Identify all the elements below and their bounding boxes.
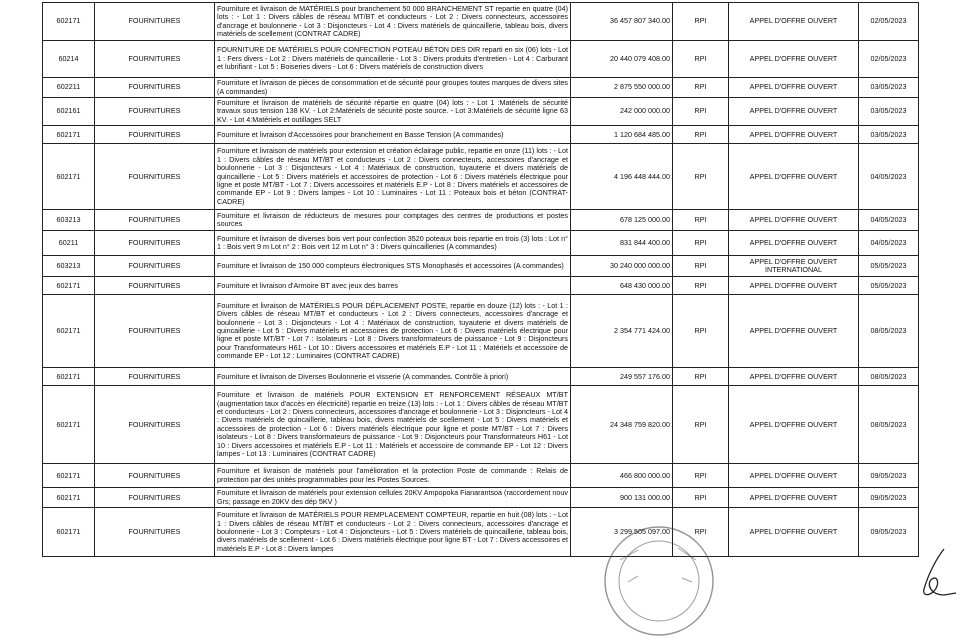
- cell-mode: APPEL D'OFFRE OUVERT: [729, 488, 859, 508]
- cell-source: RPI: [673, 210, 729, 231]
- table-row: [43, 210, 919, 231]
- cell-date: 08/05/2023: [859, 368, 919, 386]
- cell-date: 02/05/2023: [859, 3, 919, 41]
- cell-source: RPI: [673, 488, 729, 508]
- cell-source: RPI: [673, 144, 729, 210]
- cell-mode: APPEL D'OFFRE OUVERT: [729, 126, 859, 144]
- cell-category: FOURNITURES: [95, 126, 215, 144]
- cell-date: 05/05/2023: [859, 277, 919, 295]
- cell-category: FOURNITURES: [95, 256, 215, 277]
- cell-date: 03/05/2023: [859, 78, 919, 98]
- cell-date: 04/05/2023: [859, 231, 919, 256]
- procurement-table: [42, 2, 919, 557]
- cell-description: Fourniture et livraison de matériels pour extension cellules 20KV Ampopoka Fianarantsoa (raccordement nouv Grs; passage en 20KV des dép 5KV ): [215, 488, 571, 508]
- cell-code: 603213: [43, 210, 95, 231]
- cell-source: RPI: [673, 98, 729, 126]
- table-row: [43, 386, 919, 464]
- cell-mode: APPEL D'OFFRE OUVERT: [729, 231, 859, 256]
- cell-code: 602161: [43, 98, 95, 126]
- cell-code: 602171: [43, 277, 95, 295]
- cell-description: Fourniture et livraison de pièces de consommation et de sécurité pour groupes toutes marques de divers sites (A commandes): [215, 78, 571, 98]
- table-row: [43, 78, 919, 98]
- cell-description: Fourniture et livraison de réducteurs de mesures pour comptages des centres de productions et postes sources: [215, 210, 571, 231]
- cell-amount: 30 240 000 000.00: [571, 256, 673, 277]
- cell-amount: 831 844 400.00: [571, 231, 673, 256]
- cell-date: 09/05/2023: [859, 488, 919, 508]
- cell-code: 602171: [43, 126, 95, 144]
- cell-source: RPI: [673, 126, 729, 144]
- cell-code: 602171: [43, 368, 95, 386]
- cell-description: Fourniture et livraison de matériels POUR EXTENSION ET RENFORCEMENT RÉSEAUX MT/BT (augmentation taux d'accès en électricité) repartie en treize (13) lots : - Lot 1 : Divers câbles de réseau MT/BT et conducteurs - Lot 2 : Divers connecteurs, accessoires d'ancrage et boulonnerie - Lot 3 : Disjoncteurs - Lot 4 : Divers matériels de quincaillerie, tableau bois, divers matériels de scellement - Lot 5 : Divers matériels et accessoires de protection - Lot 6 : Divers matériels électrique pour ligne et poste MT/BT - Lot 7 : Divers isolateurs - Lot 8 : Divers transformateurs de puissance - Lot 9 : Disjoncteurs pour Transformateurs H61 - Lot 10 : Divers accessoires et matériels E.P - Lot 11 : Matériels et accessoire de commande EP - Lot 12 : Divers lampes - Lot 13 : Luminaires (CONTRAT CADRE): [215, 386, 571, 464]
- cell-description: Fourniture et livraison de diverses bois vert pour confection 3520 poteaux bois repartie en trois (3) lots : Lot n° 1 : Bois vert 9 m Lot n° 2 : Bois vert 12 m Lot n° 3 : Divers quincailleries (A commandes): [215, 231, 571, 256]
- cell-code: 603213: [43, 256, 95, 277]
- cell-source: RPI: [673, 277, 729, 295]
- cell-category: FOURNITURES: [95, 3, 215, 41]
- cell-category: FOURNITURES: [95, 78, 215, 98]
- cell-date: 09/05/2023: [859, 508, 919, 557]
- cell-source: RPI: [673, 256, 729, 277]
- table-row: [43, 295, 919, 368]
- cell-description: Fourniture et livraison d'Armoire BT avec jeux des barres: [215, 277, 571, 295]
- cell-category: FOURNITURES: [95, 277, 215, 295]
- table-body: [43, 3, 919, 557]
- cell-code: 602171: [43, 464, 95, 488]
- table-row: [43, 368, 919, 386]
- table-row: [43, 98, 919, 126]
- cell-source: RPI: [673, 3, 729, 41]
- cell-description: Fourniture et livraison de MATÉRIELS POUR REMPLACEMENT COMPTEUR, repartie en huit (08) lots : - Lot 1 : Divers câbles de réseau MT/BT et conducteurs - Lot 2 : Divers connecteurs, accessoires d'ancrage et boulonnerie - Lot 3 : Compteurs - Lot 4 : Disjoncteurs - Lot 5 : Divers matériels de quincaillerie, tableau bois, divers matériels de scellement - Lot 6 : Divers matériels électrique pour ligne BT - Lot 7 : Divers accessoires et matériels E.P - Lot 8 : Divers lampes: [215, 508, 571, 557]
- cell-description: Fourniture et livraison de matériels pour extension et création éclairage public, repartie en onze (11) lots : - Lot 1 : Divers câbles de réseau MT/BT et conducteurs - Lot 2 : Divers connecteurs, accessoires d'ancrage et boulonnerie - Lot 3 : Disjoncteurs - Lot 4 : Matériaux de construction, tuyauterie et divers matériels de quincaillerie - Lot 5 : Divers matériels et accessoires de protection - Lot 6 : Divers matériels électrique pour ligne et poste MT/BT - Lot 7 : Divers accessoires et matériels E.P - Lot 8 : Divers matériels et accessoires de commande EP - Lot 9 : Divers lampes - Lot 10 : Luminaires - Lot 11 : Poteaux bois et béton (CONTRAT-CADRE): [215, 144, 571, 210]
- cell-description: Fourniture et livraison de 150 000 compteurs électroniques STS Monophasés et accessoires (A commandes): [215, 256, 571, 277]
- table-row: [43, 126, 919, 144]
- cell-amount: 900 131 000.00: [571, 488, 673, 508]
- cell-date: 02/05/2023: [859, 41, 919, 78]
- cell-mode: APPEL D'OFFRE OUVERT: [729, 508, 859, 557]
- cell-mode: APPEL D'OFFRE OUVERT: [729, 295, 859, 368]
- cell-date: 08/05/2023: [859, 386, 919, 464]
- cell-amount: 678 125 000.00: [571, 210, 673, 231]
- cell-amount: 20 440 079 408.00: [571, 41, 673, 78]
- table-row: [43, 464, 919, 488]
- cell-amount: 466 800 000.00: [571, 464, 673, 488]
- cell-mode: APPEL D'OFFRE OUVERT: [729, 3, 859, 41]
- cell-category: FOURNITURES: [95, 295, 215, 368]
- cell-code: 602171: [43, 3, 95, 41]
- cell-date: 03/05/2023: [859, 98, 919, 126]
- cell-amount: 3 299 505 097.00: [571, 508, 673, 557]
- cell-category: FOURNITURES: [95, 210, 215, 231]
- cell-description: Fourniture et livraison de matériels de sécurité répartie en quatre (04) lots : - Lot 1 :Matériels de sécurité travaux sous tension 138 KV. - Lot 2:Matériels de sécurité poste source. - Lot 3:Matériels de sécurité ligne 63 KV. - Lot 4:Matériels et outillages SELT: [215, 98, 571, 126]
- table-row: [43, 231, 919, 256]
- cell-date: 09/05/2023: [859, 464, 919, 488]
- cell-category: FOURNITURES: [95, 231, 215, 256]
- cell-source: RPI: [673, 464, 729, 488]
- cell-category: FOURNITURES: [95, 464, 215, 488]
- cell-mode: APPEL D'OFFRE OUVERT: [729, 41, 859, 78]
- cell-description: Fourniture et livraison de Diverses Boulonnerie et visserie (A commandes. Contrôle à priori): [215, 368, 571, 386]
- cell-date: 08/05/2023: [859, 295, 919, 368]
- cell-source: RPI: [673, 295, 729, 368]
- cell-amount: 36 457 807 340.00: [571, 3, 673, 41]
- cell-category: FOURNITURES: [95, 488, 215, 508]
- cell-mode: APPEL D'OFFRE OUVERT: [729, 464, 859, 488]
- table-row: [43, 277, 919, 295]
- cell-mode: APPEL D'OFFRE OUVERT: [729, 277, 859, 295]
- cell-source: RPI: [673, 41, 729, 78]
- table-row: [43, 488, 919, 508]
- cell-amount: 1 120 684 485.00: [571, 126, 673, 144]
- table-row: [43, 256, 919, 277]
- cell-category: FOURNITURES: [95, 98, 215, 126]
- cell-description: Fourniture et livraison de MATÉRIELS pour branchement 50 000 BRANCHEMENT ST repartie en quatre (04) lots : - Lot 1 : Divers câbles de réseau MT/BT et conducteurs - Lot 2 : Divers connecteurs, accessoires d'ancrage et boulonnerie - Lot 3 : Disjoncteurs - Lot 4 : Divers matériels de quincaillerie, tableau bois, divers matériels de scellement (CONTRAT CADRE): [215, 3, 571, 41]
- cell-code: 60211: [43, 231, 95, 256]
- cell-amount: 2 875 550 000.00: [571, 78, 673, 98]
- cell-category: FOURNITURES: [95, 41, 215, 78]
- cell-code: 602171: [43, 488, 95, 508]
- cell-date: 05/05/2023: [859, 256, 919, 277]
- cell-category: FOURNITURES: [95, 508, 215, 557]
- cell-description: Fourniture et livraison de matériels pour l'amélioration et la protection Poste de commande : Relais de protection par des unités programmables pour les Postes Sources.: [215, 464, 571, 488]
- cell-date: 03/05/2023: [859, 126, 919, 144]
- cell-mode: APPEL D'OFFRE OUVERT INTERNATIONAL: [729, 256, 859, 277]
- cell-date: 04/05/2023: [859, 144, 919, 210]
- table-row: [43, 144, 919, 210]
- cell-source: RPI: [673, 368, 729, 386]
- cell-code: 60214: [43, 41, 95, 78]
- cell-category: FOURNITURES: [95, 368, 215, 386]
- cell-amount: 4 196 448 444.00: [571, 144, 673, 210]
- cell-amount: 2 354 771 424.00: [571, 295, 673, 368]
- cell-amount: 24 348 759 820.00: [571, 386, 673, 464]
- cell-source: RPI: [673, 508, 729, 557]
- cell-code: 602171: [43, 386, 95, 464]
- table-row: [43, 3, 919, 41]
- cell-source: RPI: [673, 231, 729, 256]
- cell-code: 602171: [43, 508, 95, 557]
- cell-code: 602211: [43, 78, 95, 98]
- cell-mode: APPEL D'OFFRE OUVERT: [729, 386, 859, 464]
- cell-mode: APPEL D'OFFRE OUVERT: [729, 368, 859, 386]
- cell-date: 04/05/2023: [859, 210, 919, 231]
- cell-description: FOURNITURE DE MATÉRIELS POUR CONFECTION POTEAU BÉTON DES DIR reparti en six (06) lots - Lot 1 : Fers divers - Lot 2 : Divers matériels de quincaillerie - Lot 3 : Divers produits d'entretien - Lot 4 : Carburant et lubrifiant - Lot 5 : Boiseries divers - Lot 6 : Divers matériels de construction divers: [215, 41, 571, 78]
- table-row: [43, 41, 919, 78]
- cell-code: 602171: [43, 144, 95, 210]
- cell-category: FOURNITURES: [95, 386, 215, 464]
- cell-mode: APPEL D'OFFRE OUVERT: [729, 144, 859, 210]
- cell-amount: 249 557 176.00: [571, 368, 673, 386]
- cell-mode: APPEL D'OFFRE OUVERT: [729, 78, 859, 98]
- cell-mode: APPEL D'OFFRE OUVERT: [729, 210, 859, 231]
- cell-amount: 648 430 000.00: [571, 277, 673, 295]
- cell-mode: APPEL D'OFFRE OUVERT: [729, 98, 859, 126]
- cell-category: FOURNITURES: [95, 144, 215, 210]
- cell-code: 602171: [43, 295, 95, 368]
- cell-description: Fourniture et livraison d'Accessoires pour branchement en Basse Tension (A commandes): [215, 126, 571, 144]
- cell-description: Fourniture et livraison de MATÉRIELS POUR DÉPLACEMENT POSTE, repartie en douze (12) lots : - Lot 1 : Divers câbles de réseau MT/BT et conducteurs - Lot 2 : Divers connecteurs, accessoires d'ancrage et boulonnerie - Lot 3 : Disjoncteurs - Lot 4 : Matériaux de construction, tuyauterie et divers matériels de quincaillerie - Lot 5 : Divers matériels et accessoires de protection - Lot 6 : Divers matériels électrique pour ligne et poste MT/BT - Lot 7 : Isolateurs - Lot 8 : Divers transformateurs de puissance - Lot 9 : Disjoncteurs pour Transformateurs H61 - Lot 10 : Divers accessoires et matériels E.P - Lot 11 : Matériels et accessoire de commande EP - Lot 12 : Luminaires (CONTRAT CADRE): [215, 295, 571, 368]
- table-row: [43, 508, 919, 557]
- cell-source: RPI: [673, 386, 729, 464]
- cell-amount: 242 000 000.00: [571, 98, 673, 126]
- cell-source: RPI: [673, 78, 729, 98]
- handwritten-signature: [914, 545, 958, 601]
